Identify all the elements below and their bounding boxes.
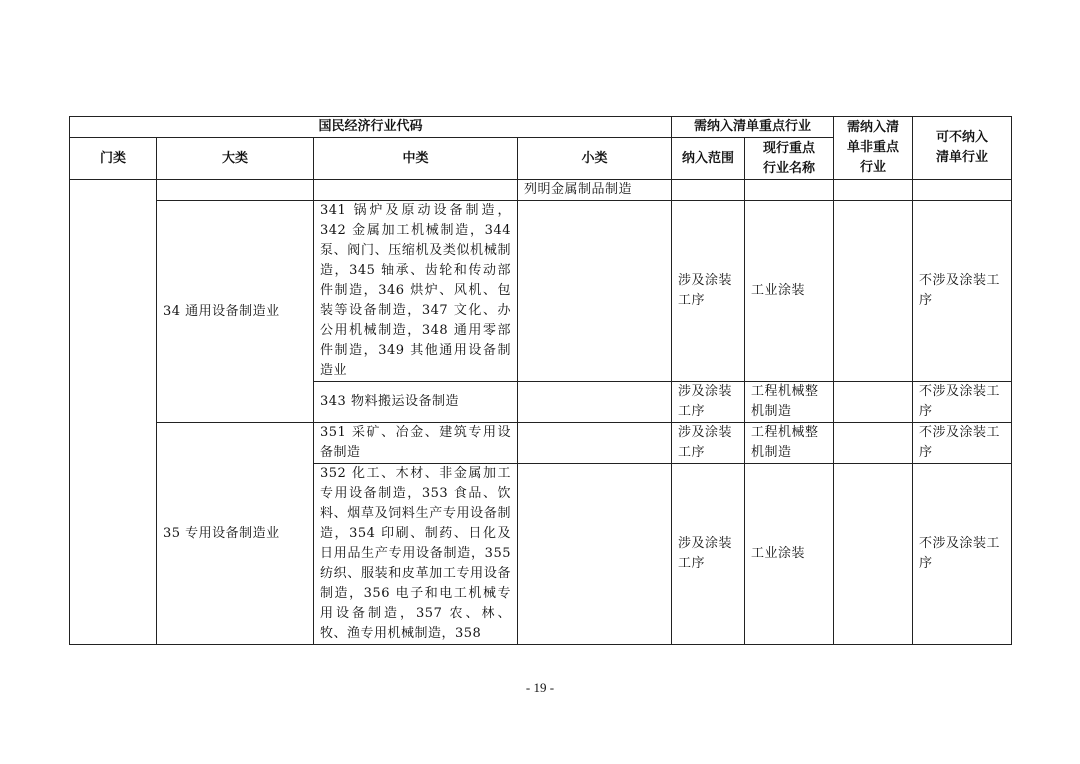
scope-text: 涉及涂装工序 [678, 384, 733, 419]
current-name-cell [745, 382, 834, 423]
excluded-cell [913, 464, 1012, 645]
table-row [70, 201, 1012, 382]
header-division: 大类 [157, 138, 314, 180]
non-key-cell [834, 423, 913, 464]
scope-cell [672, 423, 745, 464]
group-cell [314, 180, 518, 201]
class-cell [518, 180, 672, 201]
current-name-text: 工业涂装 [751, 283, 806, 298]
scope-cell [672, 464, 745, 645]
group-text: 343 物料搬运设备制造 [320, 394, 459, 409]
division-text: 35 专用设备制造业 [163, 525, 280, 541]
group-text: 341 锅炉及原动设备制造，342 金属加工机械制造，344 泵、阀门、压缩机及类似机械制造，345 轴承、齿轮和传动部件制造，346 烘炉、风机、包装等设备制造，347 文化、办公用机械制造，348 通用零部件制造，349 其他通用设备制造业 [320, 203, 511, 378]
page-number: - 19 - [525, 680, 555, 695]
current-name-text: 工程机械整机制造 [751, 384, 819, 419]
non-key-cell [834, 201, 913, 382]
excluded-cell [913, 423, 1012, 464]
current-name-cell [745, 464, 834, 645]
header-non-key-industry [834, 117, 913, 180]
class-cell [518, 464, 672, 645]
non-key-cell [834, 180, 913, 201]
header-scope: 纳入范围 [672, 138, 745, 180]
division-text: 34 通用设备制造业 [163, 303, 280, 319]
non-key-cell [834, 382, 913, 423]
group-cell [314, 464, 518, 645]
table-row [70, 180, 1012, 201]
excluded-text: 不涉及涂装工序 [919, 273, 1001, 308]
table-row [70, 423, 1012, 464]
header-group: 中类 [314, 138, 518, 180]
class-text: 列明金属制品制造 [524, 182, 633, 197]
group-text: 352 化工、木材、非金属加工专用设备制造，353 食品、饮料、烟草及饲料生产专用设备制造，354 印刷、制药、日化及日用品生产专用设备制造，355 纺织、服装和皮革加工专用设备制造，356 电子和电工机械专用设备制造，357 农、林、牧、渔专用机械制造，358 [320, 466, 511, 641]
header-excluded [913, 117, 1012, 180]
scope-text: 涉及涂装工序 [678, 273, 733, 308]
class-cell [518, 423, 672, 464]
group-cell [314, 423, 518, 464]
current-name-cell [745, 180, 834, 201]
scope-cell [672, 180, 745, 201]
current-name-text: 工程机械整机制造 [751, 425, 819, 460]
scope-cell [672, 201, 745, 382]
scope-cell [672, 382, 745, 423]
class-cell [518, 201, 672, 382]
header-non-key-industry-label: 需纳入清单非重点行业 [847, 120, 900, 175]
division-cell [157, 423, 314, 645]
current-name-text: 工业涂装 [751, 546, 806, 561]
non-key-cell [834, 464, 913, 645]
section-cell [70, 180, 157, 645]
header-current-name-label: 现行重点行业名称 [763, 140, 816, 176]
excluded-cell [913, 201, 1012, 382]
header-section: 门类 [70, 138, 157, 180]
excluded-text: 不涉及涂装工序 [919, 425, 1001, 460]
header-row-1 [70, 117, 1012, 138]
division-cell [157, 201, 314, 423]
group-cell [314, 201, 518, 382]
header-excluded-label: 可不纳入清单行业 [936, 130, 989, 165]
excluded-cell [913, 382, 1012, 423]
scope-text: 涉及涂装工序 [678, 536, 733, 571]
group-cell [314, 382, 518, 423]
group-text: 351 采矿、冶金、建筑专用设备制造 [320, 425, 511, 460]
scope-text: 涉及涂装工序 [678, 425, 733, 460]
industry-code-table [69, 116, 1012, 645]
division-cell [157, 180, 314, 201]
excluded-text: 不涉及涂装工序 [919, 384, 1001, 419]
current-name-cell [745, 201, 834, 382]
header-industry-code: 国民经济行业代码 [70, 117, 672, 138]
excluded-text: 不涉及涂装工序 [919, 536, 1001, 571]
header-current-name [745, 138, 834, 180]
header-class: 小类 [518, 138, 672, 180]
excluded-cell [913, 180, 1012, 201]
current-name-cell [745, 423, 834, 464]
header-key-industry: 需纳入清单重点行业 [672, 117, 834, 138]
class-cell [518, 382, 672, 423]
